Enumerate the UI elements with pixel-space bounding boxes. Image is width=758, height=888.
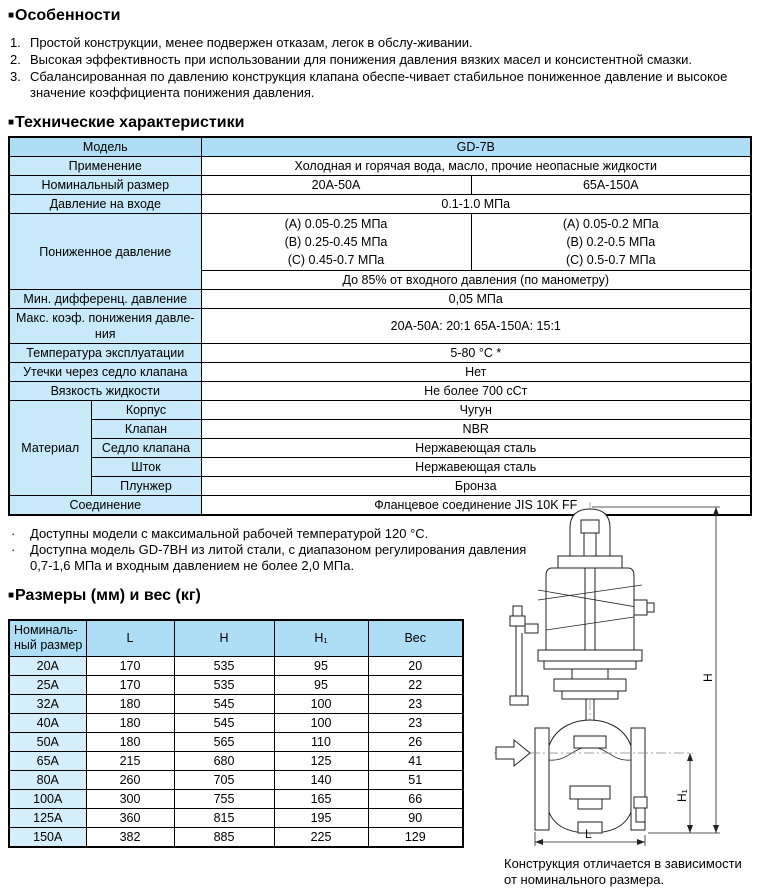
value-cell: 195 [274, 808, 368, 827]
specs-title: Технические характеристики [15, 114, 245, 131]
value-cell: 125 [274, 751, 368, 770]
value-cell: 22 [368, 675, 463, 694]
nominal-size-large: 65A-150A [471, 176, 751, 195]
value-cell: 140 [274, 770, 368, 789]
value-cell: 23 [368, 713, 463, 732]
features-title: Особенности [15, 7, 121, 24]
reduced-pressure-small [201, 214, 471, 271]
reduced-pressure-line: (C) 0.45-0.7 МПа [287, 253, 385, 267]
value-cell: 129 [368, 827, 463, 847]
leak-label: Утечки через седло клапана [9, 363, 201, 382]
value-cell: 170 [86, 656, 174, 675]
max-ratio-value: 20A-50A: 20:1 65A-150A: 15:1 [201, 309, 751, 344]
spec-table [8, 136, 752, 516]
reduced-pressure-large [471, 214, 751, 271]
value-cell: 705 [174, 770, 274, 789]
value-cell: 755 [174, 789, 274, 808]
table-row [9, 477, 751, 496]
viscosity-value: Не более 700 сСт [201, 382, 751, 401]
table-row [9, 309, 751, 344]
size-cell: 25A [9, 675, 86, 694]
connection-label: Соединение [9, 496, 201, 516]
valve-drawing [488, 500, 754, 850]
value-cell: 885 [174, 827, 274, 847]
table-row [9, 157, 751, 176]
size-cell: 65A [9, 751, 86, 770]
value-cell: 110 [274, 732, 368, 751]
min-diff-label: Мин. дифференц. давление [9, 290, 201, 309]
material-value: Чугун [201, 401, 751, 420]
table-row [9, 808, 463, 827]
value-cell: 535 [174, 675, 274, 694]
value-cell: 51 [368, 770, 463, 789]
value-cell: 26 [368, 732, 463, 751]
col-header-H: H [174, 620, 274, 656]
material-value: Нержавеющая сталь [201, 439, 751, 458]
value-cell: 180 [86, 694, 174, 713]
value-cell: 215 [86, 751, 174, 770]
connection-value: Фланцевое соединение JIS 10K FF [201, 496, 751, 516]
leak-value: Нет [201, 363, 751, 382]
value-cell: 170 [86, 675, 174, 694]
table-header-row [9, 620, 463, 656]
col-header-L: L [86, 620, 174, 656]
table-row [9, 439, 751, 458]
value-cell: 382 [86, 827, 174, 847]
value-cell: 66 [368, 789, 463, 808]
value-cell: 545 [174, 694, 274, 713]
dimensions-title: Размеры (мм) и вес (кг) [15, 587, 201, 604]
application-label: Применение [9, 157, 201, 176]
table-row [9, 751, 463, 770]
value-cell: 23 [368, 694, 463, 713]
table-row [9, 458, 751, 477]
material-part: Корпус [91, 401, 201, 420]
reduced-pressure-line: (C) 0.5-0.7 МПа [565, 253, 656, 267]
value-cell: 100 [274, 713, 368, 732]
material-value: Нержавеющая сталь [201, 458, 751, 477]
material-value: NBR [201, 420, 751, 439]
table-row [9, 382, 751, 401]
size-cell: 40A [9, 713, 86, 732]
feature-number: 1. [10, 35, 21, 50]
reduced-pressure-line: (A) 0.05-0.25 МПа [284, 217, 388, 231]
note-bullet: · [11, 526, 16, 541]
table-row [9, 770, 463, 789]
value-cell: 680 [174, 751, 274, 770]
table-row [9, 420, 751, 439]
feature-text: Сбалансированная по давлению конструкция клапана обеспе-чивает стабильное пониженное давление и высокое значение коэффициента понижения давления. [30, 69, 728, 100]
table-row [9, 713, 463, 732]
table-row [9, 694, 463, 713]
value-cell: 565 [174, 732, 274, 751]
note-bullet: · [11, 542, 16, 557]
feature-number: 3. [10, 69, 21, 84]
table-row [9, 290, 751, 309]
col-header-H1: H₁ [274, 620, 368, 656]
dim-label-H: H [701, 673, 715, 682]
size-cell: 100A [9, 789, 86, 808]
reduced-pressure-note: До 85% от входного давления (по манометру) [201, 271, 751, 290]
section-bullet-icon: ■ [8, 590, 15, 601]
col-header-weight: Вес [368, 620, 463, 656]
value-cell: 165 [274, 789, 368, 808]
section-bullet-icon: ■ [8, 117, 15, 128]
value-cell: 545 [174, 713, 274, 732]
feature-item [8, 52, 750, 68]
application-value: Холодная и горячая вода, масло, прочие неопасные жидкости [201, 157, 751, 176]
nominal-size-label: Номинальный размер [9, 176, 201, 195]
value-cell: 535 [174, 656, 274, 675]
value-cell: 360 [86, 808, 174, 827]
table-row [9, 656, 463, 675]
feature-item [8, 69, 750, 101]
reduced-pressure-line: (A) 0.05-0.2 МПа [562, 217, 659, 231]
col-header-nominal-size: Номиналь-ный размер [9, 620, 86, 656]
size-cell: 80A [9, 770, 86, 789]
features-heading [8, 7, 750, 25]
table-row [9, 363, 751, 382]
note-text: Доступны модели с максимальной рабочей температурой 120 °C. [30, 526, 429, 541]
temperature-label: Температура эксплуатации [9, 344, 201, 363]
dim-label-H1: H₁ [675, 789, 689, 802]
size-cell: 32A [9, 694, 86, 713]
material-part: Клапан [91, 420, 201, 439]
drawing-caption: Конструкция отличается в зависимости от номинального размера. [504, 856, 742, 887]
material-part: Шток [91, 458, 201, 477]
inlet-pressure-value: 0.1-1.0 МПа [201, 195, 751, 214]
table-row [9, 732, 463, 751]
table-row [9, 675, 463, 694]
table-row [9, 195, 751, 214]
value-cell: 180 [86, 732, 174, 751]
dimensions-table [8, 619, 464, 848]
size-cell: 150A [9, 827, 86, 847]
dim-label-L: L [585, 827, 592, 841]
table-row [9, 344, 751, 363]
table-row [9, 214, 751, 271]
table-row [9, 176, 751, 195]
value-cell: 300 [86, 789, 174, 808]
value-cell: 95 [274, 656, 368, 675]
feature-text: Простой конструкции, менее подвержен отказам, легок в обслу-живании. [30, 35, 473, 50]
value-cell: 95 [274, 675, 368, 694]
material-part: Плунжер [91, 477, 201, 496]
material-part: Седло клапана [91, 439, 201, 458]
nominal-size-small: 20A-50A [201, 176, 471, 195]
table-row [9, 137, 751, 157]
min-diff-value: 0,05 МПа [201, 290, 751, 309]
viscosity-label: Вязкость жидкости [9, 382, 201, 401]
material-value: Бронза [201, 477, 751, 496]
value-cell: 180 [86, 713, 174, 732]
value-cell: 90 [368, 808, 463, 827]
material-label: Материал [9, 401, 91, 496]
max-ratio-label: Макс. коэф. понижения давле-ния [9, 309, 201, 344]
inlet-arrow-icon [496, 740, 530, 766]
value-cell: 815 [174, 808, 274, 827]
size-cell: 50A [9, 732, 86, 751]
note-text: Доступна модель GD-7BH из литой стали, с диапазоном регулирования давления 0,7-1,6 МПа и входным давлением не более 2,0 МПа. [30, 542, 527, 573]
feature-text: Высокая эффективность при использовании для понижения давления вязких масел и консистентной смазки. [30, 52, 693, 67]
inlet-pressure-label: Давление на входе [9, 195, 201, 214]
feature-item [8, 35, 750, 51]
value-cell: 100 [274, 694, 368, 713]
size-cell: 20A [9, 656, 86, 675]
value-cell: 41 [368, 751, 463, 770]
reduced-pressure-line: (B) 0.2-0.5 МПа [566, 235, 656, 249]
value-cell: 260 [86, 770, 174, 789]
value-cell: 20 [368, 656, 463, 675]
feature-number: 2. [10, 52, 21, 67]
model-value: GD-7B [201, 137, 751, 157]
table-row [9, 789, 463, 808]
size-cell: 125A [9, 808, 86, 827]
features-list [8, 35, 750, 101]
section-bullet-icon: ■ [8, 10, 15, 21]
value-cell: 225 [274, 827, 368, 847]
reduced-pressure-line: (B) 0.25-0.45 МПа [284, 235, 388, 249]
specs-heading [8, 114, 750, 132]
reduced-pressure-label: Пониженное давление [9, 214, 201, 290]
table-row [9, 401, 751, 420]
model-label: Модель [9, 137, 201, 157]
valve-drawing-block [488, 500, 754, 888]
temperature-value: 5-80 °C * [201, 344, 751, 363]
table-row [9, 827, 463, 847]
